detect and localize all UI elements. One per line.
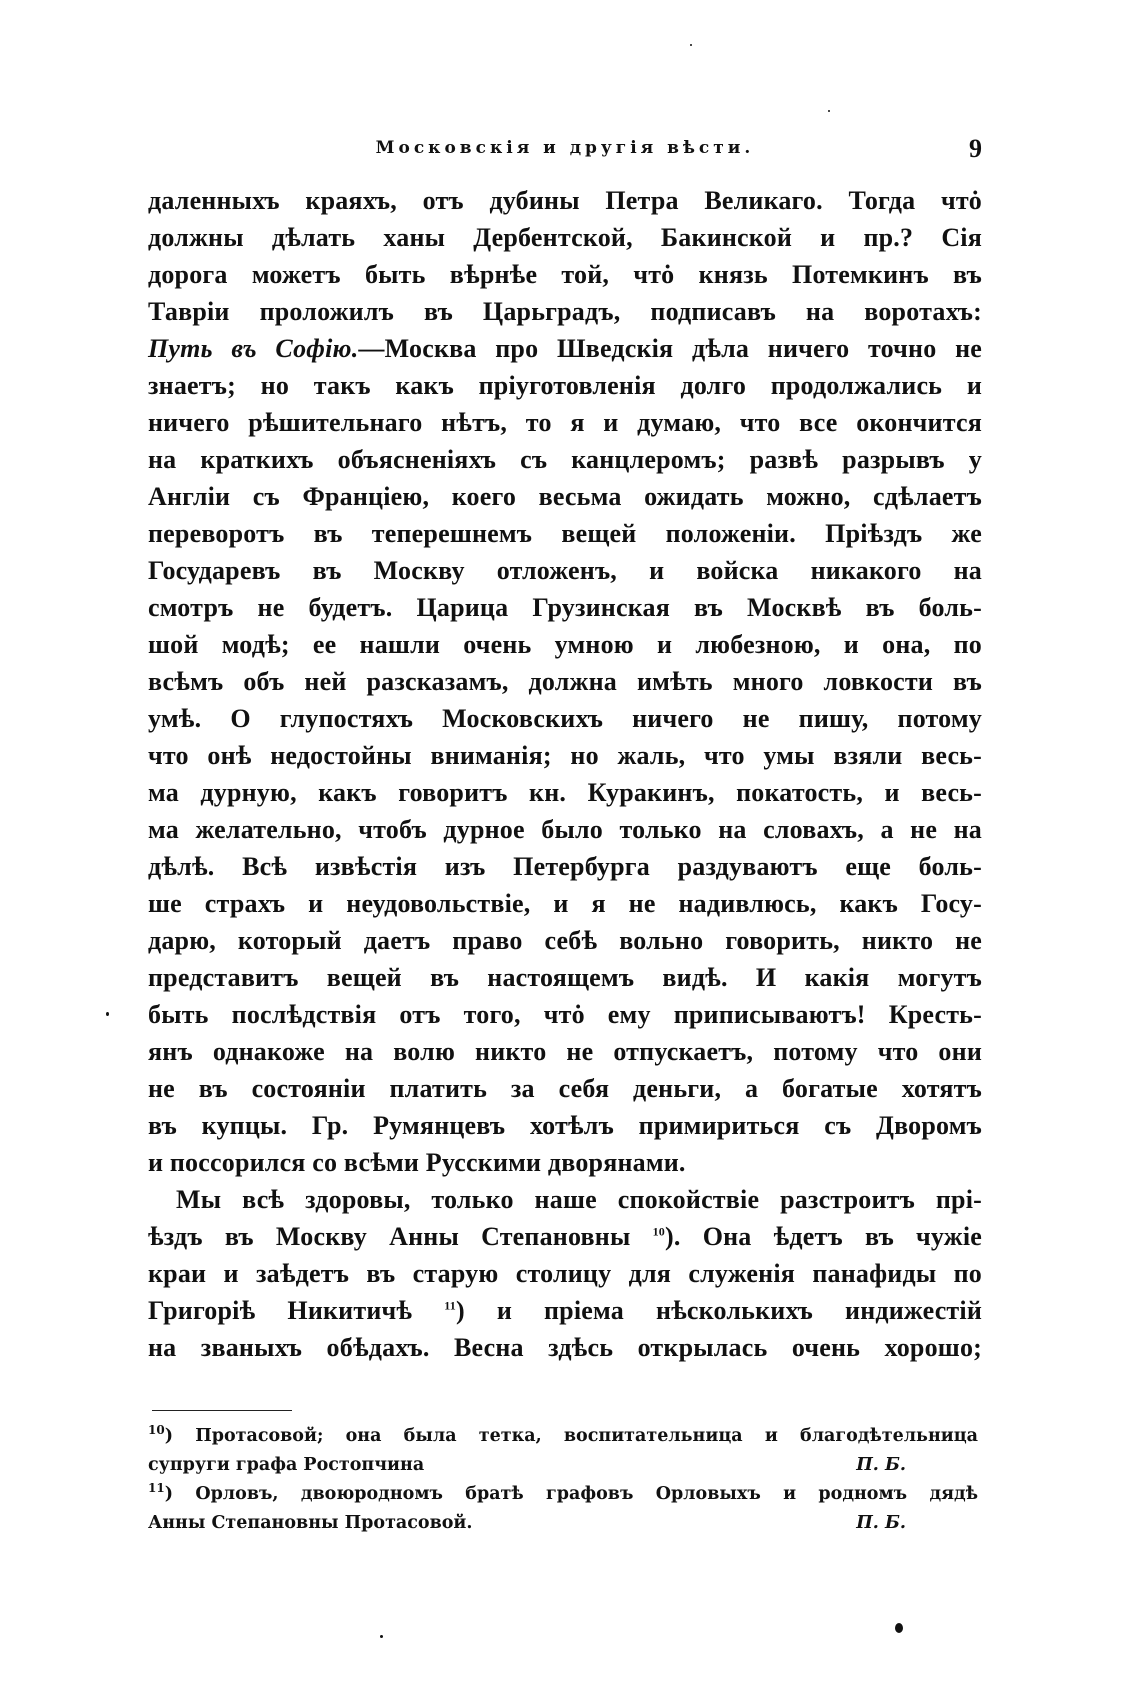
print-speck [895,1623,903,1633]
print-speck [690,44,692,46]
text-line: не въ состояніи платить за себя деньги, а богатые хотятъ [148,1074,982,1103]
text-line: шой модѣ; ее нашли очень умною и любезною, и она, по [148,630,982,659]
text-line: Англіи съ Франціею, коего весьма ожидать можно, сдѣлаетъ [148,482,982,511]
text-line: ма желательно, чтобъ дурное было только на словахъ, а не на [148,815,982,844]
text-line: всѣмъ объ ней разсказамъ, должна имѣть много ловкости въ [148,667,982,696]
footnote-11-line-2 [148,1509,978,1538]
text-line: краи и заѣдетъ въ старую столицу для служенія панафиды по [148,1259,982,1288]
text-line: смотръ не будетъ. Царица Грузинская въ Москвѣ въ боль- [148,593,982,622]
body-text [148,182,982,1366]
footnote-divider [152,1410,292,1411]
text-segment: ѣздъ въ Москву Анны Степановны [148,1222,631,1251]
footnote-10-line-2 [148,1451,978,1480]
text-line: на краткихъ объясненіяхъ съ канцлеромъ; развѣ разрывъ у [148,445,982,474]
text-line: переворотъ въ теперешнемъ вещей положеніи. Пріѣздъ же [148,519,982,548]
text-line: даленныхъ краяхъ, отъ дубины Петра Великаго. Тогда чтȯ [148,186,982,215]
print-speck [828,110,830,112]
footnote-11-line-1 [148,1480,978,1509]
footnotes [148,1422,978,1538]
text-after-italic: —Москва про Шведскія дѣла ничего точно не [358,334,982,363]
text-line: Мы всѣ здоровы, только наше спокойствіе разстроитъ прі- [176,1185,982,1214]
text-line: ше страхъ и неудовольствіе, и я не надивлюсь, какъ Госу- [148,889,982,918]
footnote-text: супруги графа Ростопчина [148,1455,425,1475]
running-title: Московскія и другія вѣсти. [375,138,755,158]
text-line: ничего рѣшительнаго нѣтъ, то я и думаю, что все окончится [148,408,982,437]
running-head [150,134,982,172]
text-line: на званыхъ обѣдахъ. Весна здѣсь открылась очень хорошо; [148,1333,982,1362]
footnote-signature: П. Б. [856,1513,906,1533]
text-line: дѣлѣ. Всѣ извѣстія изъ Петербурга раздуваютъ еще боль- [148,852,982,881]
print-speck [380,1635,383,1638]
text-line: должны дѣлать ханы Дербентской, Бакинской и пр.? Сія [148,223,982,252]
footnote-ref-10: 10 [652,1224,665,1239]
page-number: 9 [969,134,982,163]
text-line: умѣ. О глупостяхъ Московскихъ ничего не пишу, потому [148,704,982,733]
text-line-with-footnote-ref [148,1218,982,1255]
footnote-text: Анны Степановны Протасовой. [148,1513,473,1533]
text-segment: Григоріѣ Никитичѣ [148,1296,413,1325]
text-line: ма дурную, какъ говоритъ кн. Куракинъ, покатость, и весь- [148,778,982,807]
text-line: знаетъ; но такъ какъ пріуготовленія долго продолжались и [148,371,982,400]
text-line: дарю, который даетъ право себѣ вольно говорить, никто не [148,926,982,955]
print-speck [106,1012,109,1016]
footnote-text: ) Орловъ, двоюродномъ братѣ графовъ Орловыхъ и родномъ дядѣ [164,1484,978,1504]
footnote-mark-11: 11 [148,1481,165,1496]
text-segment: ). Она ѣдетъ въ чужіе [665,1222,982,1251]
text-line: что онѣ недостойны вниманія; но жаль, что умы взяли весь- [148,741,982,770]
footnote-text: ) Протасовой; она была тетка, воспитательница и благодѣтельница [164,1426,978,1446]
text-line: янъ однакоже на волю никто не отпускаетъ, потому что они [148,1037,982,1066]
text-line: Тавріи проложилъ въ Царьградъ, подписавъ на воротахъ: [148,297,982,326]
text-line-with-footnote-ref [148,1292,982,1329]
footnote-10-line-1 [148,1422,978,1451]
footnote-signature: П. Б. [856,1455,906,1475]
text-line: въ купцы. Гр. Румянцевъ хотѣлъ примириться съ Дворомъ [148,1111,982,1140]
text-line: Государевъ въ Москву отложенъ, и войска никакого на [148,556,982,585]
footnote-ref-11: 11 [444,1298,456,1313]
footnote-mark-10: 10 [148,1423,165,1438]
text-line-italic-start [148,330,982,367]
text-line: быть послѣдствія отъ того, чтȯ ему приписываютъ! Кресть- [148,1000,982,1029]
text-line: и поссорился со всѣми Русскими дворянами. [148,1148,686,1177]
text-segment: ) и пріема нѣсколькихъ индижестій [455,1296,983,1325]
text-line: дорога можетъ быть вѣрнѣе той, чтȯ князь Потемкинъ въ [148,260,982,289]
italic-phrase: Путь въ Софію. [148,334,359,363]
text-line: представитъ вещей въ настоящемъ видѣ. И какія могутъ [148,963,982,992]
